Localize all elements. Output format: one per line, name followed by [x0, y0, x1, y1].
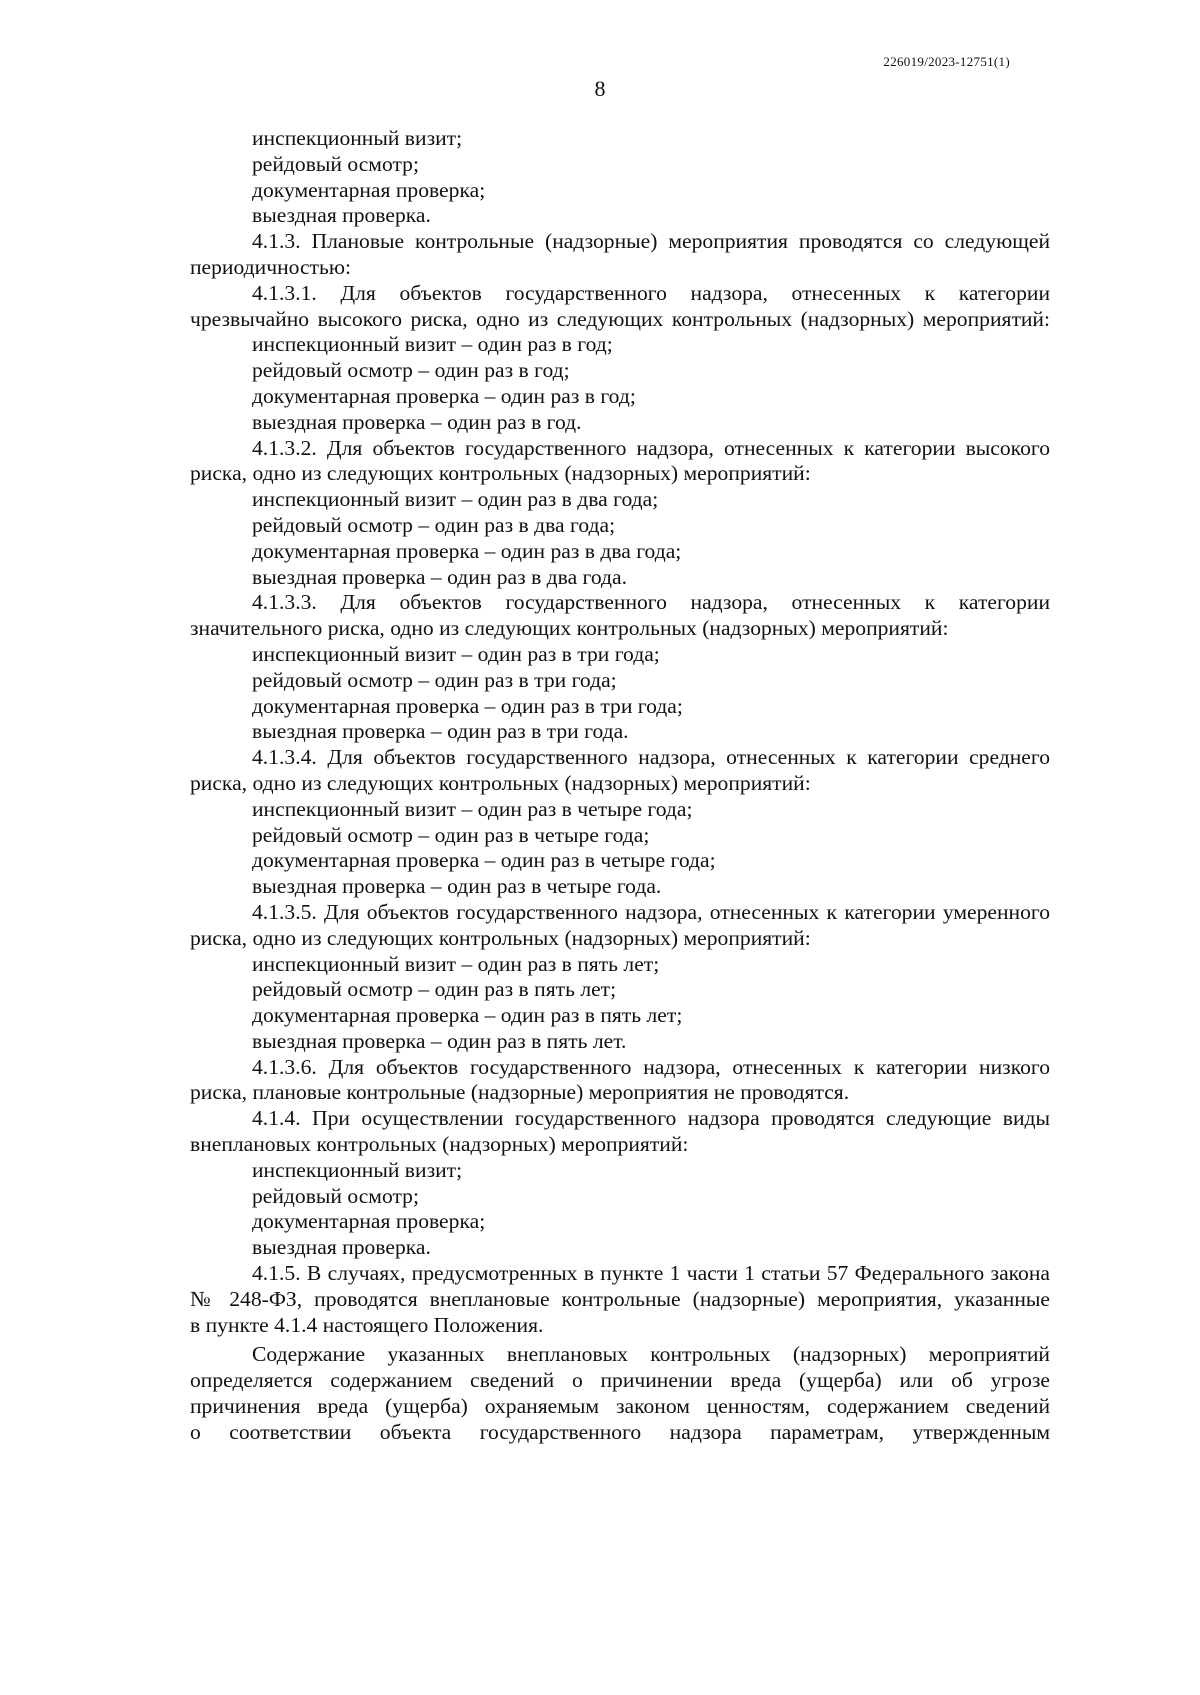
text-line: выездная проверка.: [252, 203, 431, 228]
text-line: документарная проверка – один раз в пять лет;: [252, 1003, 683, 1028]
text-line: 4.1.3.4. Для объектов государственного надзора, отнесенных к категории среднего: [252, 745, 1050, 770]
text-line: выездная проверка – один раз в четыре года.: [252, 874, 662, 899]
text-line: риска, плановые контрольные (надзорные) мероприятия не проводятся.: [190, 1080, 850, 1105]
document-body: [190, 126, 1050, 1446]
text-line: инспекционный визит;: [252, 1157, 463, 1182]
text-line: инспекционный визит – один раз в пять лет;: [252, 951, 660, 976]
text-line: риска, одно из следующих контрольных (надзорных) мероприятий:: [190, 925, 811, 950]
text-line: чрезвычайно высокого риска, одно из следующих контрольных (надзорных) мероприятий:: [190, 306, 1050, 331]
text-line: причинения вреда (ущерба) охраняемым законом ценностям, содержанием сведений: [190, 1394, 1050, 1419]
text-line: рейдовый осмотр – один раз в четыре года;: [252, 822, 650, 847]
text-line: инспекционный визит – один раз в три года;: [252, 641, 660, 666]
text-line: инспекционный визит;: [252, 126, 463, 150]
text-line: 4.1.4. При осуществлении государственного надзора проводятся следующие виды: [252, 1106, 1050, 1131]
text-line: документарная проверка;: [252, 177, 486, 202]
text-line: № 248-ФЗ, проводятся внеплановые контрольные (надзорные) мероприятия, указанные: [190, 1286, 1050, 1311]
text-line: 4.1.3.6. Для объектов государственного надзора, отнесенных к категории низкого: [252, 1054, 1050, 1079]
text-line: инспекционный визит – один раз в четыре года;: [252, 796, 693, 821]
text-line: риска, одно из следующих контрольных (надзорных) мероприятий:: [190, 461, 811, 486]
text-line: выездная проверка – один раз в пять лет.: [252, 1028, 627, 1053]
text-line: 4.1.3.1. Для объектов государственного надзора, отнесенных к категории: [252, 280, 1050, 305]
text-line: документарная проверка – один раз в год;: [252, 383, 636, 408]
text-line: рейдовый осмотр – один раз в пять лет;: [252, 977, 617, 1002]
text-line: Содержание указанных внеплановых контрольных (надзорных) мероприятий: [252, 1342, 1050, 1367]
text-line: 4.1.5. В случаях, предусмотренных в пункте 1 части 1 статьи 57 Федерального закона: [252, 1261, 1050, 1286]
text-line: 4.1.3.2. Для объектов государственного надзора, отнесенных к категории высокого: [252, 435, 1050, 460]
text-line: рейдовый осмотр – один раз в три года;: [252, 667, 617, 692]
text-line: значительного риска, одно из следующих контрольных (надзорных) мероприятий:: [190, 616, 949, 641]
text-line: рейдовый осмотр – один раз в год;: [252, 358, 570, 383]
text-line: внеплановых контрольных (надзорных) мероприятий:: [190, 1132, 689, 1157]
text-line: выездная проверка.: [252, 1235, 431, 1260]
document-number: 226019/2023-12751(1): [883, 54, 1010, 69]
text-line: в пункте 4.1.4 настоящего Положения.: [190, 1312, 544, 1337]
text-line: инспекционный визит – один раз в год;: [252, 332, 613, 357]
text-line: периодичностью:: [190, 254, 351, 279]
text-line: 4.1.3.3. Для объектов государственного надзора, отнесенных к категории: [252, 590, 1050, 615]
text-line: риска, одно из следующих контрольных (надзорных) мероприятий:: [190, 770, 811, 795]
text-line: определяется содержанием сведений о причинении вреда (ущерба) или об угрозе: [190, 1368, 1050, 1393]
text-line: 4.1.3.5. Для объектов государственного надзора, отнесенных к категории умеренного: [252, 899, 1050, 924]
text-line: инспекционный визит – один раз в два года;: [252, 487, 659, 512]
text-line: выездная проверка – один раз в два года.: [252, 564, 628, 589]
text-line: 4.1.3. Плановые контрольные (надзорные) мероприятия проводятся со следующей: [252, 229, 1050, 254]
text-line: рейдовый осмотр – один раз в два года;: [252, 512, 616, 537]
text-line: о соответствии объекта государственного надзора параметрам, утвержденным: [190, 1419, 1050, 1444]
text-line: выездная проверка – один раз в три года.: [252, 719, 629, 744]
text-line: выездная проверка – один раз в год.: [252, 409, 582, 434]
text-line: рейдовый осмотр;: [252, 1183, 419, 1208]
text-line: документарная проверка – один раз в четыре года;: [252, 848, 716, 873]
text-line: документарная проверка;: [252, 1209, 486, 1234]
text-line: документарная проверка – один раз в два года;: [252, 538, 682, 563]
text-line: документарная проверка – один раз в три года;: [252, 693, 683, 718]
page-number: 8: [594, 76, 606, 101]
text-line: рейдовый осмотр;: [252, 151, 419, 176]
